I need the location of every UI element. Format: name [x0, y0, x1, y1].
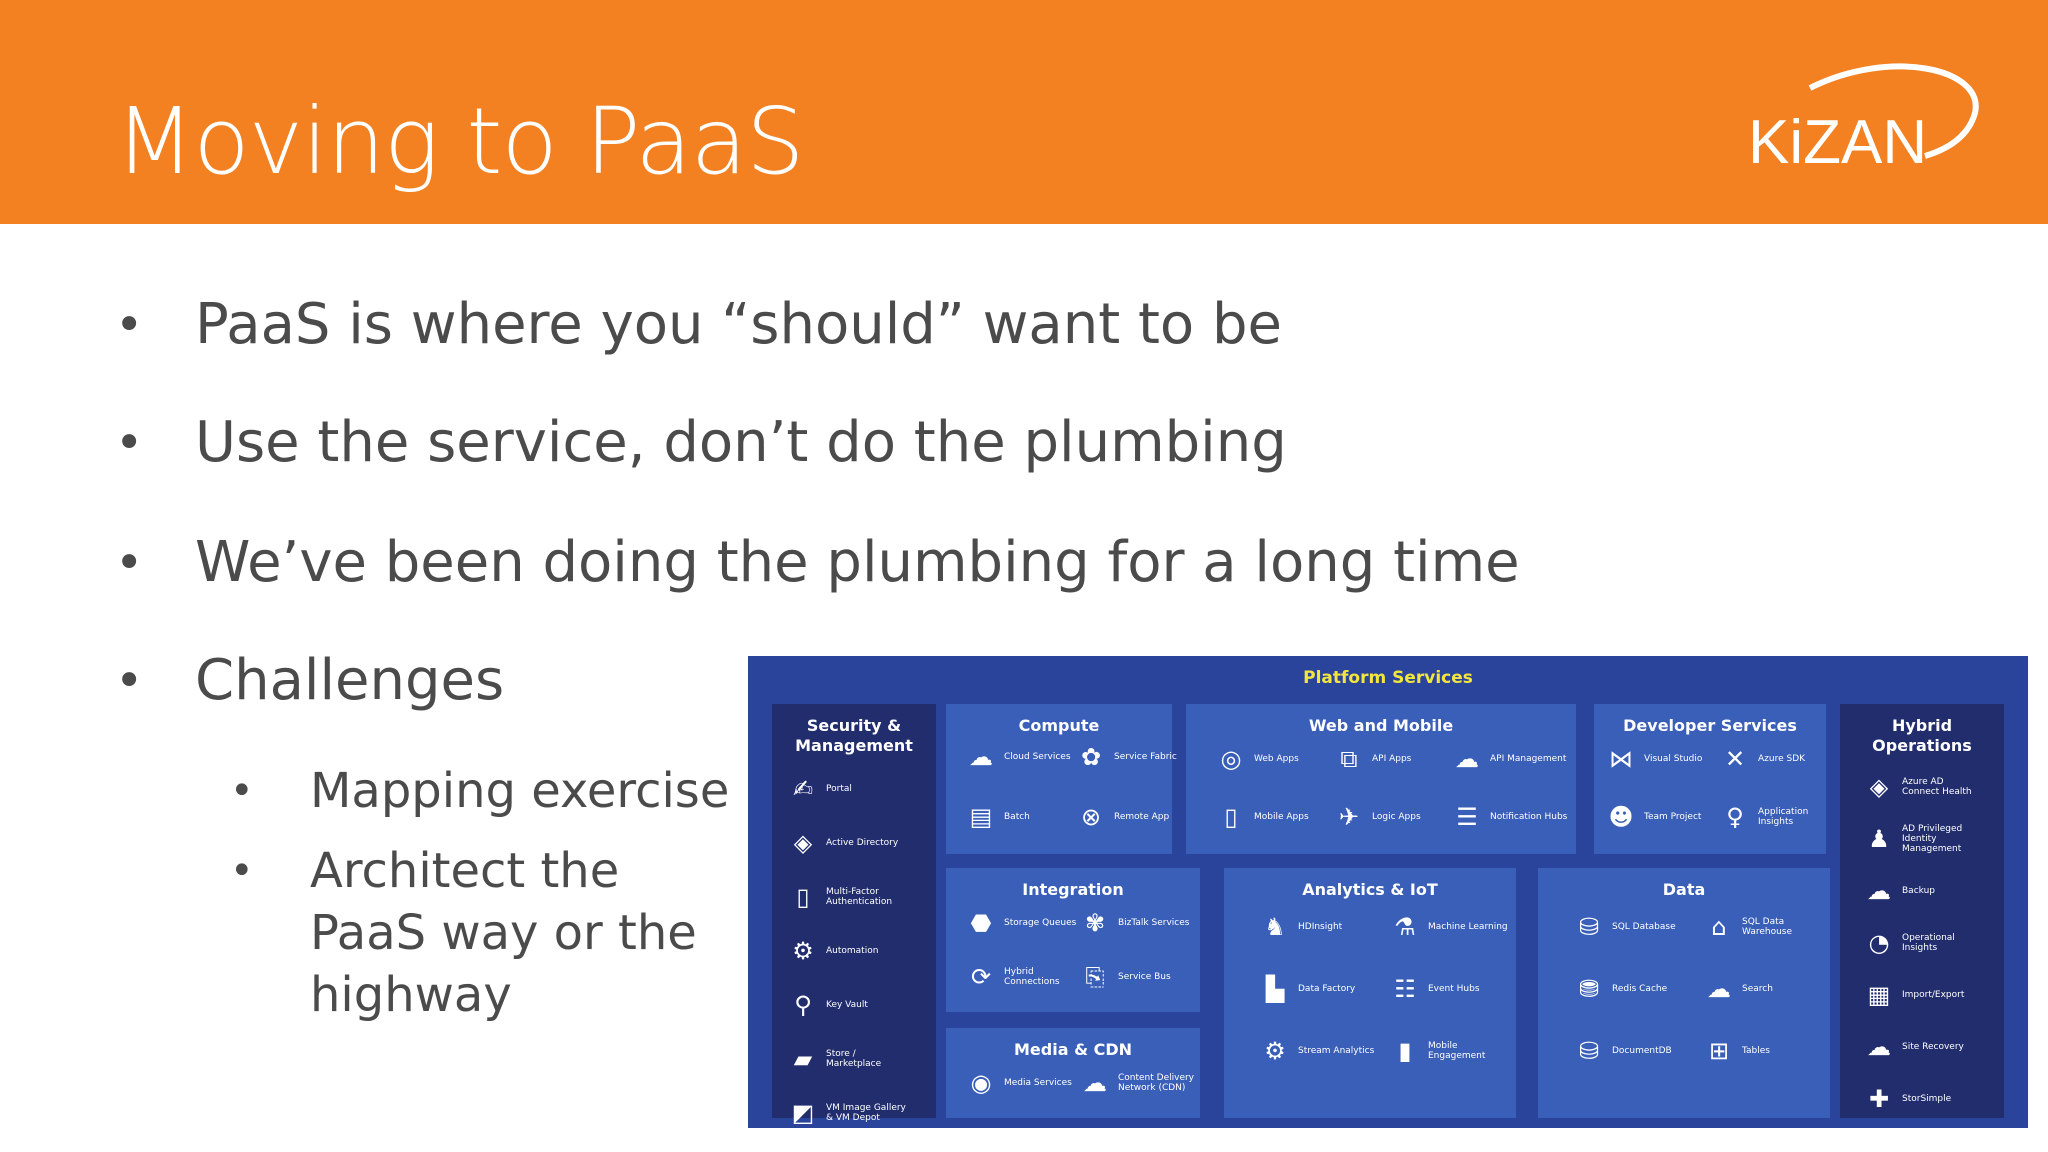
panel-data — [1538, 868, 1830, 1118]
bullet-text: Challenges — [195, 648, 505, 713]
service-logic-apps — [1334, 802, 1452, 832]
panel-analytics-iot — [1224, 868, 1516, 1118]
service-icon: ⚲ — [794, 991, 812, 1019]
service-label: Media Services — [1004, 1078, 1072, 1088]
service-label: Event Hubs — [1428, 984, 1480, 994]
service-icon: ✿ — [1080, 743, 1102, 771]
service-label: DocumentDB — [1612, 1046, 1672, 1056]
service-icon: ◉ — [970, 1069, 992, 1097]
service-label: Mobile Engagement — [1428, 1041, 1486, 1061]
service-icon: ⚙ — [792, 937, 814, 965]
service-label: Operational Insights — [1902, 933, 1955, 953]
service-icon: ✚ — [1868, 1085, 1890, 1113]
service-label: Site Recovery — [1902, 1042, 1964, 1052]
service-team-project — [1606, 802, 1724, 832]
service-api-apps — [1334, 744, 1452, 774]
service-label: Storage Queues — [1004, 918, 1077, 928]
service-application-insights — [1720, 802, 1838, 832]
service-label: Automation — [826, 946, 879, 956]
service-label: Import/Export — [1902, 990, 1965, 1000]
service-icon: ⛁ — [1578, 913, 1600, 941]
panel-title: Web and Mobile — [1308, 716, 1454, 735]
service-icon: ☁ — [1867, 1033, 1891, 1061]
service-icon: ☁ — [1867, 877, 1891, 905]
service-portal — [788, 774, 906, 804]
panel-hybrid-operations — [1840, 704, 2004, 1118]
panel-compute — [946, 704, 1177, 854]
service-label: Cloud Services — [1004, 752, 1071, 762]
service-icon: ⛃ — [1578, 975, 1600, 1003]
title-bar — [0, 0, 2048, 224]
service-active-directory — [788, 828, 906, 858]
service-icon: ⌂ — [1711, 913, 1727, 941]
service-tables — [1704, 1036, 1822, 1066]
service-store-marketplace — [788, 1044, 906, 1074]
service-label: Tables — [1742, 1046, 1770, 1056]
service-icon: ◈ — [793, 829, 813, 857]
service-icon: ☁ — [1455, 745, 1479, 773]
service-label: Service Bus — [1118, 972, 1171, 982]
service-content-delivery-network-cdn — [1080, 1068, 1198, 1098]
service-operational-insights — [1864, 928, 1982, 958]
service-label: Service Fabric — [1114, 752, 1177, 762]
service-documentdb — [1574, 1036, 1692, 1066]
service-label: SQL Database — [1612, 922, 1676, 932]
service-icon: ▤ — [969, 803, 993, 831]
service-icon: ◩ — [791, 1099, 815, 1127]
service-label: StorSimple — [1902, 1094, 1952, 1104]
service-label: Data Factory — [1298, 984, 1356, 994]
service-icon: ⎘ — [1085, 963, 1105, 991]
service-label: Key Vault — [826, 1000, 868, 1010]
service-web-apps — [1216, 744, 1334, 774]
service-stream-analytics — [1260, 1036, 1378, 1066]
service-batch — [966, 802, 1084, 832]
service-service-bus — [1080, 962, 1198, 992]
service-data-factory — [1260, 974, 1378, 1004]
bullet-marker: • — [230, 848, 254, 894]
service-label: Store / Marketplace — [826, 1049, 882, 1069]
service-label: AD Privileged Identity Management — [1902, 824, 1963, 854]
service-redis-cache — [1574, 974, 1692, 1004]
service-label: Azure SDK — [1758, 754, 1806, 764]
service-icon: ⛁ — [1578, 1037, 1600, 1065]
bullet-marker: • — [115, 297, 144, 353]
service-icon: ▙ — [1265, 975, 1285, 1003]
kizan-logo — [1740, 58, 1990, 178]
diagram-title: Platform Services — [1303, 668, 1473, 688]
service-multi-factor-authentication — [788, 882, 906, 912]
bullet-text: Use the service, don’t do the plumbing — [195, 410, 1287, 475]
service-azure-sdk — [1720, 744, 1838, 774]
service-icon: ◔ — [1868, 929, 1890, 957]
service-icon: ☁ — [1083, 1069, 1107, 1097]
service-service-fabric — [1076, 742, 1194, 772]
bullet-marker: • — [230, 768, 254, 814]
service-icon: ▰ — [793, 1045, 813, 1073]
panel-title: Compute — [1018, 716, 1100, 735]
service-vm-image-gallery-vm-depot — [788, 1098, 906, 1128]
service-label: HDInsight — [1298, 922, 1343, 932]
service-automation — [788, 936, 906, 966]
service-label: Multi-Factor Authentication — [826, 887, 893, 907]
panel-title: Data — [1662, 880, 1706, 899]
panel-title: Security & Management — [795, 716, 913, 755]
service-icon: ⚙ — [1264, 1037, 1286, 1065]
service-label: Team Project — [1644, 812, 1702, 822]
service-api-management — [1452, 744, 1570, 774]
service-icon: ⚗ — [1394, 913, 1416, 941]
service-icon: ✈ — [1338, 803, 1360, 831]
panel-title: Hybrid Operations — [1872, 716, 1972, 755]
service-icon: ⧉ — [1340, 745, 1358, 773]
service-icon: ✕ — [1724, 745, 1746, 773]
service-icon: ▯ — [796, 883, 810, 911]
service-label: Remote App — [1114, 812, 1170, 822]
service-icon: ⟳ — [970, 963, 992, 991]
service-icon: ⬣ — [970, 909, 992, 937]
bullet-text: Architect the PaaS way or the highway — [310, 843, 697, 1023]
service-icon: ✾ — [1084, 909, 1106, 937]
service-icon: ◎ — [1220, 745, 1242, 773]
service-icon: ♞ — [1264, 913, 1286, 941]
service-label: Azure AD Connect Health — [1902, 777, 1972, 797]
bullet-marker: • — [115, 415, 144, 471]
platform-services-diagram — [748, 656, 2028, 1128]
service-notification-hubs — [1452, 802, 1570, 832]
panel-security-management — [772, 704, 936, 1127]
bullet-marker: • — [115, 653, 144, 709]
service-visual-studio — [1606, 744, 1724, 774]
service-key-vault — [788, 990, 906, 1020]
service-label: Redis Cache — [1612, 984, 1668, 994]
service-remote-app — [1076, 802, 1194, 832]
service-label: Batch — [1004, 812, 1030, 822]
service-site-recovery — [1864, 1032, 1982, 1062]
service-label: Notification Hubs — [1490, 812, 1568, 822]
service-label: VM Image Gallery & VM Depot — [826, 1103, 906, 1123]
service-icon: ☁ — [969, 743, 993, 771]
service-icon: ☰ — [1456, 803, 1478, 831]
service-icon: ▯ — [1224, 803, 1238, 831]
service-icon: ▦ — [1867, 981, 1891, 1009]
bullet-text: Mapping exercise — [310, 763, 730, 819]
slide-title: Moving to PaaS — [115, 88, 804, 195]
service-mobile-apps — [1216, 802, 1334, 832]
service-label: Content Delivery Network (CDN) — [1118, 1073, 1195, 1093]
service-icon: ⊞ — [1708, 1037, 1730, 1065]
service-ad-privileged-identity-management — [1864, 824, 1982, 854]
panel-web-mobile — [1186, 704, 1576, 854]
service-label: Logic Apps — [1372, 812, 1421, 822]
service-label: Search — [1742, 984, 1773, 994]
service-icon: ☻ — [1608, 803, 1634, 831]
svg-text:KiZAN: KiZAN — [1748, 108, 1928, 177]
service-label: Hybrid Connections — [1004, 967, 1060, 987]
panel-integration — [946, 868, 1200, 1012]
service-label: Backup — [1902, 886, 1935, 896]
service-icon: ⊗ — [1080, 803, 1102, 831]
service-icon: ⋈ — [1609, 745, 1633, 773]
service-label: Application Insights — [1758, 807, 1809, 827]
service-icon: ♟ — [1868, 825, 1890, 853]
service-storage-queues — [966, 908, 1084, 938]
panel-title: Developer Services — [1623, 716, 1797, 735]
service-machine-learning — [1390, 912, 1508, 942]
service-mobile-engagement — [1390, 1036, 1508, 1066]
service-label: Mobile Apps — [1254, 812, 1309, 822]
service-storsimple — [1864, 1084, 1982, 1114]
service-import-export — [1864, 980, 1982, 1010]
service-label: BizTalk Services — [1118, 918, 1190, 928]
service-icon: ▮ — [1398, 1037, 1412, 1065]
service-azure-ad-connect-health — [1864, 772, 1982, 802]
service-media-services — [966, 1068, 1084, 1098]
service-icon: ◈ — [1869, 773, 1889, 801]
service-backup — [1864, 876, 1982, 906]
service-icon: ☷ — [1394, 975, 1416, 1003]
service-label: Portal — [826, 784, 852, 794]
service-label: Machine Learning — [1428, 922, 1508, 932]
service-label: Web Apps — [1254, 754, 1299, 764]
panel-title: Media & CDN — [1013, 1040, 1132, 1059]
service-icon: ☁ — [1707, 975, 1731, 1003]
panel-title: Integration — [1022, 880, 1124, 899]
service-biztalk-services — [1080, 908, 1198, 938]
service-label: Visual Studio — [1644, 754, 1703, 764]
panel-media-cdn — [946, 1028, 1200, 1118]
panel-developer-services — [1594, 704, 1826, 854]
service-event-hubs — [1390, 974, 1508, 1004]
service-search — [1704, 974, 1822, 1004]
bullet-text: We’ve been doing the plumbing for a long time — [195, 530, 1520, 595]
service-hdinsight — [1260, 912, 1378, 942]
service-hybrid-connections — [966, 962, 1084, 992]
service-icon: ✍ — [792, 775, 814, 803]
panel-title: Analytics & IoT — [1302, 880, 1438, 899]
service-label: Stream Analytics — [1298, 1046, 1375, 1056]
service-sql-data-warehouse — [1704, 912, 1822, 942]
service-sql-database — [1574, 912, 1692, 942]
service-label: API Apps — [1372, 754, 1412, 764]
service-cloud-services — [966, 742, 1084, 772]
service-label: SQL Data Warehouse — [1742, 917, 1793, 937]
service-label: Active Directory — [826, 838, 899, 848]
service-icon: ♀ — [1726, 803, 1744, 831]
bullet-marker: • — [115, 535, 144, 591]
service-label: API Management — [1490, 754, 1567, 764]
bullet-text: PaaS is where you “should” want to be — [195, 292, 1282, 357]
